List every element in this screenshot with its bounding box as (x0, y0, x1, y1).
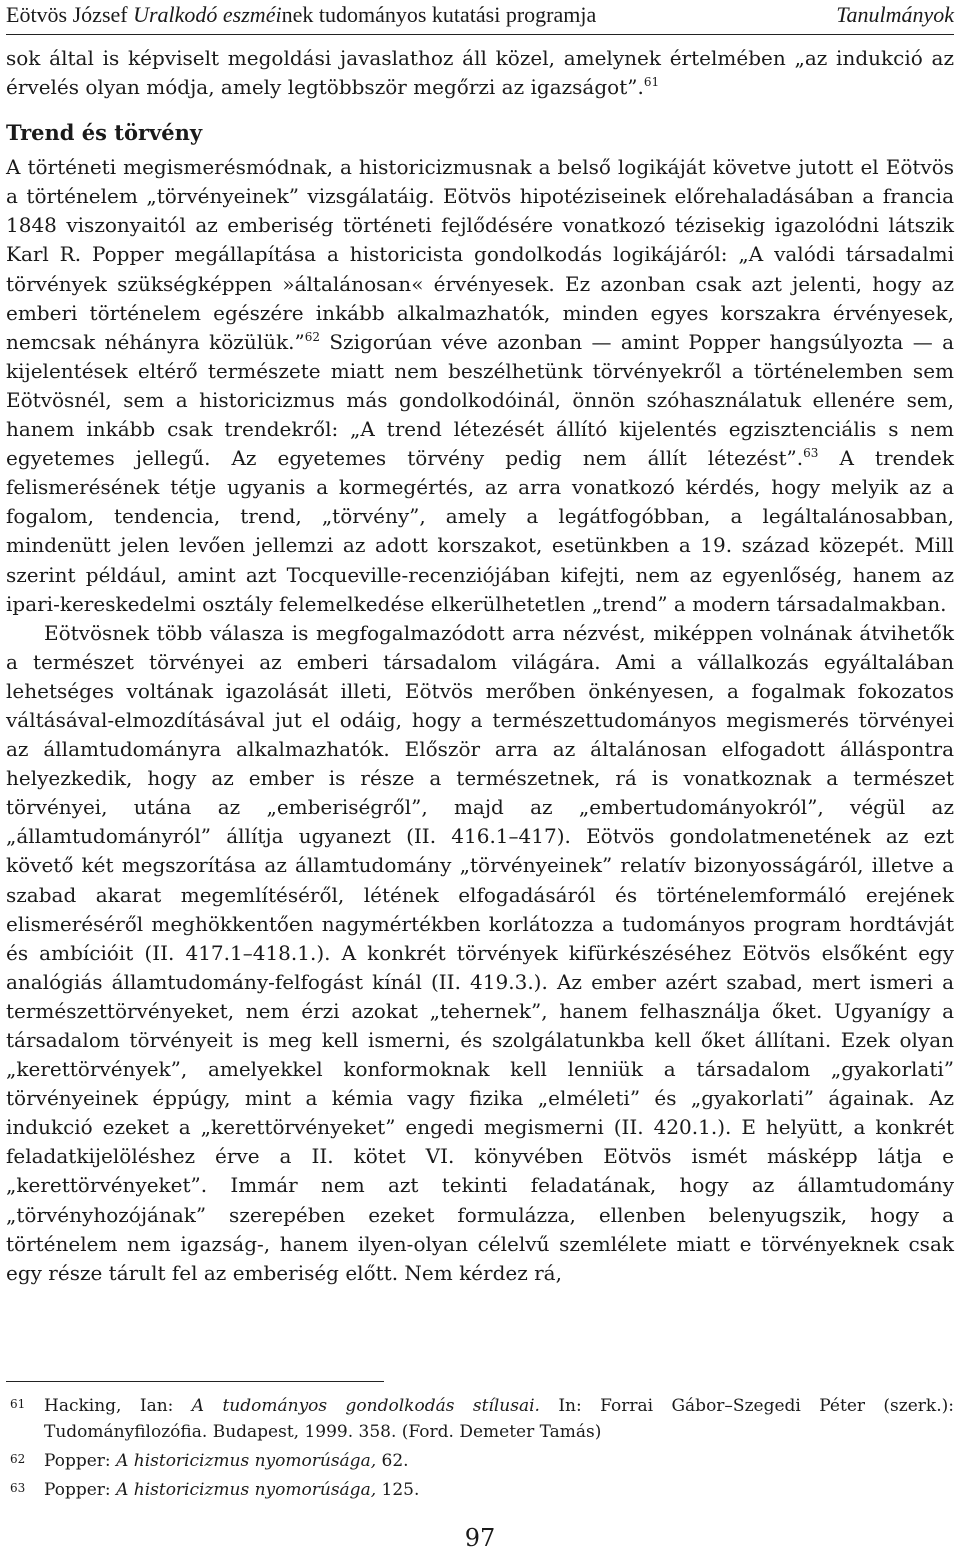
paragraph-text: sok által is képviselt megoldási javaslathoz áll közel, amelynek értelmében „az indukció az érvelés olyan módja, amely legtöbbször megőrzi az igazságot”. (6, 46, 954, 100)
header-title-part: nek tudományos kutatási programja (281, 2, 597, 27)
paragraph-text: Szigorúan véve azonban — amint Popper hangsúlyozta — a kijelentések eltérő természete miatt nem beszélhetünk törvényekről a történelemben sem Eötvösnél, sem a historicizmus más gondolkodóinál, önnön szóhasználatuk ellenére sem, hanem inkább csak trendekről: „A trend létezését állító kijelentés egzisztenciális s nem egyetemes jellegű. Az egyetemes törvény pedig nem állít létezést”. (6, 329, 954, 471)
footnote-italic: A tudományos gondolkodás stílusai. (191, 1396, 540, 1416)
footnote-text: Popper: (44, 1451, 117, 1471)
header-title-italic: Uralkodó eszméi (133, 2, 282, 27)
footnote-text: Hacking, Ian: (44, 1396, 192, 1416)
paragraph-text: A trendek felismerésének tétje ugyanis a kormegértés, az arra vonatkozó kérdés, hogy melyik az a fogalom, tendencia, trend, „törvény”, amely a legátfogóbban, a legáltalánosabban, mindenütt jelen levően jellemzi az adott korszakot, esetünkben a 19. század közepét. Mill szerint például, amint azt Tocqueville-recenziójában kifejti, nem az egyenlőség, hanem az ipari-kereskedelmi osztály felemelkedése elkerülhetetlen „trend” a modern társadalmakban. (6, 446, 954, 616)
footnote (6, 1477, 954, 1503)
paragraph-text: A történeti megismerésmódnak, a historicizmusnak a belső logikáját követve jutott el Eötvös a történelem „törvényeinek” vizsgálatáig. Eötvös hipotéziseinek előrehaladásában a francia 1848 viszonyaitól az emberiség történeti fejlődésére vonatkozó tézisekig igazolódni látszik Karl R. Popper megállapítása a historicista gondolkodás logikájáról: „A valódi társadalmi törvények szükségképpen »általánosan« érvényesek. Ez azonban csak azt jelenti, hogy az emberi történelem egészére inkább alkalmazhatók, minden egyes korszakra érvényesek, nemcsak néhányra közülük.” (6, 155, 954, 354)
footnote-divider (6, 1381, 384, 1382)
footnote-ref[interactable]: 62 (304, 329, 320, 344)
paragraph (6, 619, 954, 1288)
paragraph-text: Eötvösnek több válasza is megfogalmazódott arra nézvést, miképpen volnának átvihetők a természet törvényei az emberi társadalom világára. Ami a vállalkozás egyáltalában lehetséges voltának igazolását illeti, Eötvös merőben önkényesen, a fogalmak fokozatos váltásával-elmozdításával jut el odáig, hogy a természettudományos megismerés törvényei az államtudományra alkalmazhatók. Először arra az általánosan elfogadott álláspontra helyezkedik, hogy az ember is része a természetnek, rá is vonatkoznak a természet törvényei, utána az „emberiségről”, majd az „embertudományokról”, végül az „államtudományról” állítja ugyanezt (II. 416.1–417). Eötvös gondolatmenetének az ezt követő két megszorítása az államtudomány „törvényeinek” relatív bizonyosságáról, illetve a szabad akarat megemlítéséről, létének elfogadásáról és történelemformáló erejének elismeréséről meghökkentően nagymértékben korlátozza a tudományos program hordtávját és ambícióit (II. 417.1–418.1.). A konkrét törvények kifürkészéséhez Eötvös elsőként egy analógiás államtudomány-felfogást kínál (II. 419.3.). Az ember azért szabad, mert ismeri a természettörvényeket, nem érzi azokat „tehernek”, hanem felhasználja őket. Ugyanígy a társadalom törvényeit is meg kell ismerni, és szolgálatunkba kell őket állítani. Ezek olyan „kerettörvények”, amelyekkel konformoknak kell lenniük a társadalom „gyakorlati” törvényeinek éppúgy, mint a kémia vagy fizika „elméleti” és „gyakorlati” ágainak. Az indukció ezeket a „kerettörvényeket” engedi megismerni (II. 420.1.). E helyütt, a konkrét feladatkijelöléshez érve a II. kötet VI. könyvében Eötvös ismét másképp látja e „kerettörvényeket”. Immár nem azt tekinti feladatának, hogy az államtudomány „törvényhozójának” szerepében ezeket formulázza, ellenben belenyugszik, hogy a történelem nem igazság-, hanem ilyen-olyan célelvű szemlélete miatt e törvényeknek csak egy része tárult fel az emberiség előtt. Nem kérdez rá, (6, 620, 954, 1285)
footnote-text: Popper: (44, 1480, 117, 1500)
footnote-italic: A historicizmus nyomorúsága, (116, 1451, 377, 1471)
header-section-label: Tanulmányok (836, 2, 954, 27)
footnote-text: Budapest, 1999. 358. (Ford. Demeter Tamás) (207, 1422, 602, 1442)
paragraph (6, 44, 954, 102)
page-number: 97 (464, 1524, 496, 1552)
footnote-text: 125. (376, 1480, 420, 1500)
running-header (6, 0, 954, 35)
footnote-ref[interactable]: 61 (643, 75, 660, 90)
footnotes (6, 1393, 954, 1506)
footnote-italic: A historicizmus nyomorúsága, (116, 1480, 377, 1500)
footnote-number: 63 (10, 1481, 26, 1495)
footnote-text: 62. (376, 1451, 409, 1471)
footnote-text: In: Forrai Gábor–Szegedi Péter (szerk.): Tudományfilozófia. (44, 1396, 954, 1442)
header-title-part: Eötvös József (6, 2, 134, 27)
section-heading: Trend és törvény (6, 120, 203, 146)
footnote (6, 1448, 954, 1474)
footnote-ref[interactable]: 63 (803, 446, 819, 461)
article-body (6, 44, 954, 1288)
footnote-number: 62 (10, 1452, 26, 1466)
footnote-number: 61 (10, 1397, 26, 1411)
paragraph (6, 153, 954, 619)
header-journal-title (6, 0, 596, 30)
footnote (6, 1393, 954, 1445)
